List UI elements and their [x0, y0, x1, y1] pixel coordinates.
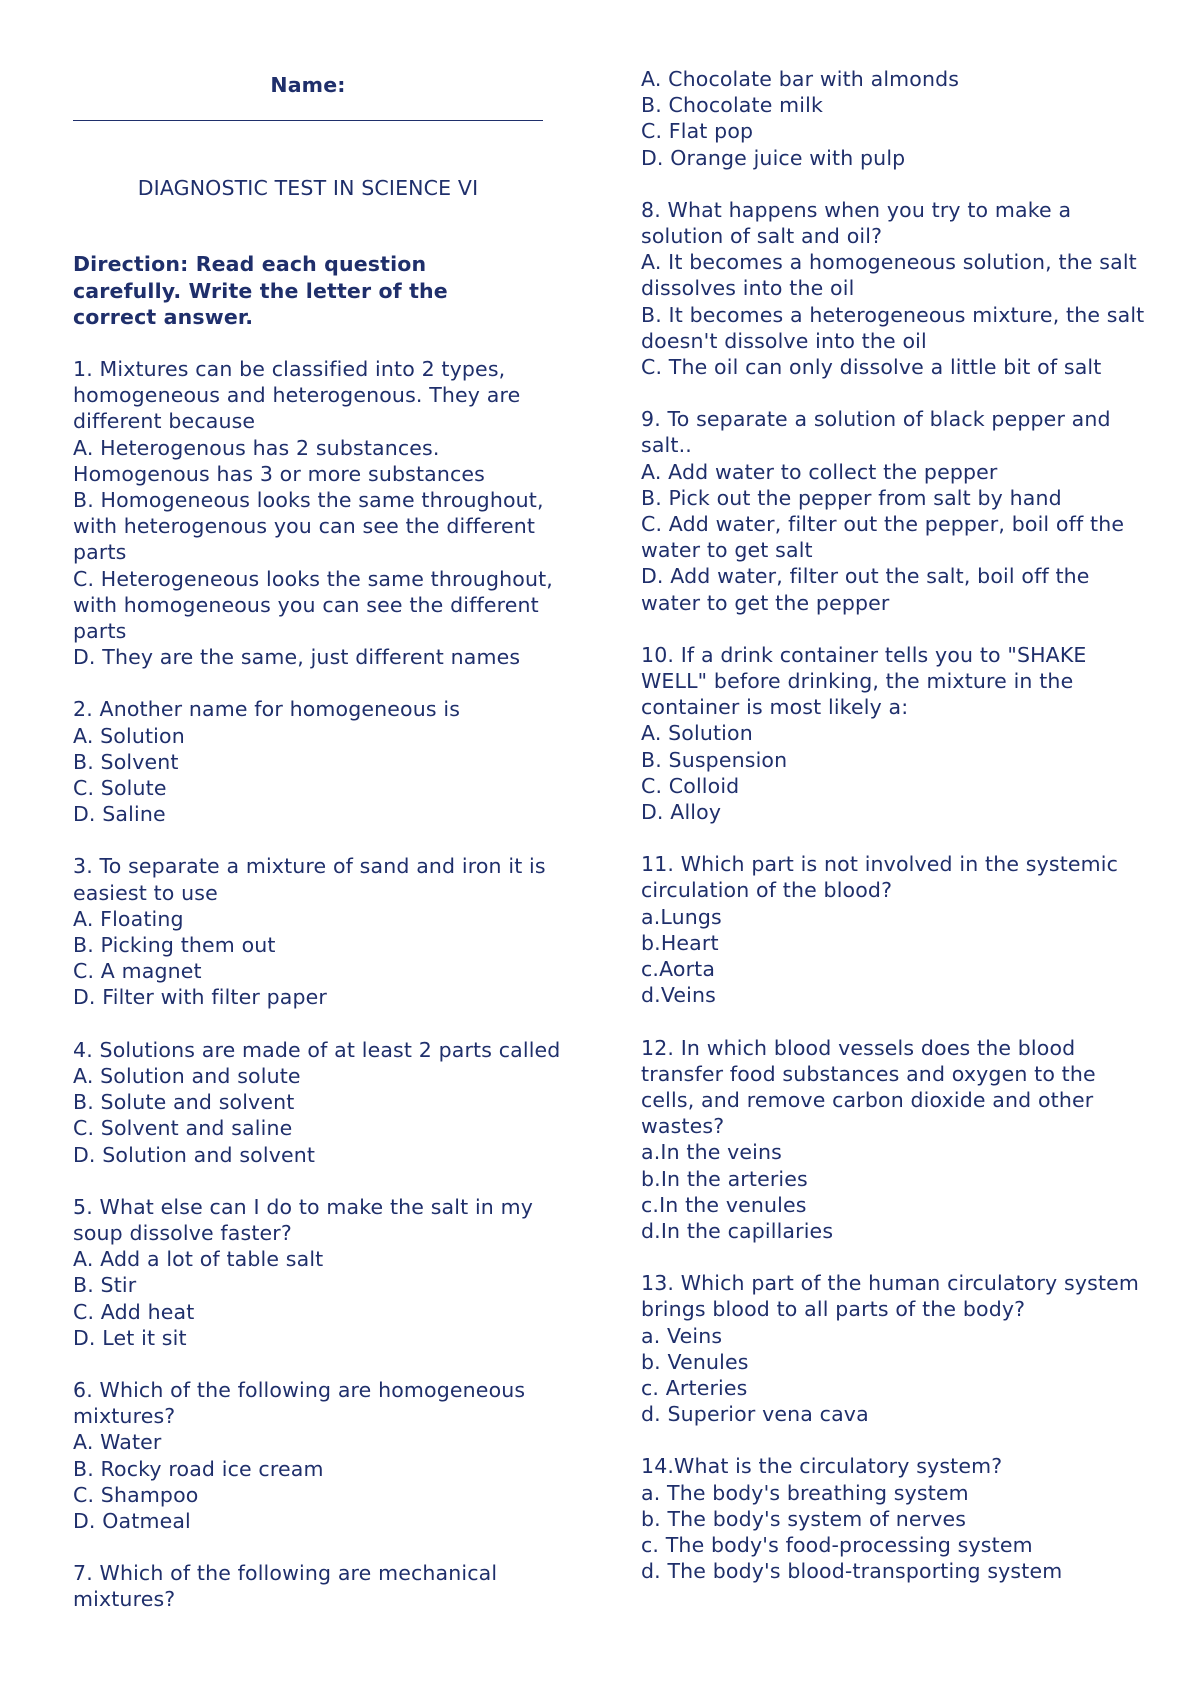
answer-option: C. Add heat	[73, 1299, 195, 1324]
answer-option: D. Solution and solvent	[73, 1142, 316, 1167]
answer-option: c. The body's food-processing system	[641, 1532, 1033, 1557]
answer-option: B. It becomes a heterogeneous mixture, the salt doesn't dissolve into the oil	[641, 302, 1145, 353]
answer-option: b. Venules	[641, 1349, 749, 1374]
answer-option: A. Add a lot of table salt	[73, 1247, 324, 1272]
answer-option: a. Veins	[641, 1323, 723, 1348]
question-stem: 11. Which part is not involved in the systemic circulation of the blood?	[641, 852, 1119, 903]
answer-option: D. Oatmeal	[73, 1508, 191, 1533]
right-question-list	[641, 197, 1146, 1585]
answer-option: A. Heterogenous has 2 substances. Homogenous has 3 or more substances	[73, 435, 486, 486]
answer-option: B. Homogeneous looks the same throughout, with heterogenous you can see the different parts	[73, 488, 544, 565]
answer-option: D. Saline	[73, 802, 166, 827]
question-stem: 6. Which of the following are homogeneous mixtures?	[73, 1377, 526, 1429]
question-block	[641, 1453, 1146, 1584]
answer-option: B. Solvent	[73, 749, 179, 774]
answer-option: C. The oil can only dissolve a little bit of salt	[641, 355, 1102, 380]
name-blank-line	[73, 120, 543, 121]
answer-option: B. Stir	[73, 1273, 137, 1298]
answer-option: B. Chocolate milk	[641, 93, 823, 118]
answer-option: c.In the venules	[641, 1192, 807, 1217]
question-block	[641, 851, 1146, 1008]
question-stem: 4. Solutions are made of at least 2 parts called	[73, 1037, 561, 1062]
question-block	[641, 197, 1146, 380]
question-stem: 14.What is the circulatory system?	[641, 1454, 1003, 1479]
left-column	[73, 66, 573, 1613]
answer-option: b.Heart	[641, 930, 719, 955]
answer-option: A. Add water to collect the pepper	[641, 459, 998, 484]
question-block	[641, 1270, 1146, 1427]
question-7-options	[641, 66, 1146, 171]
answer-option: d.In the capillaries	[641, 1218, 834, 1243]
test-title: DIAGNOSTIC TEST IN SCIENCE VI	[137, 176, 479, 201]
question-block	[641, 642, 1146, 825]
question-stem: 2. Another name for homogeneous is	[73, 697, 461, 722]
question-block	[73, 1377, 573, 1534]
left-question-list	[73, 356, 573, 1613]
answer-option: d. Superior vena cava	[641, 1402, 869, 1427]
answer-option: d.Veins	[641, 983, 716, 1008]
answer-option: a. The body's breathing system	[641, 1480, 969, 1505]
answer-option: A. Chocolate bar with almonds	[641, 67, 960, 91]
answer-option: A. Solution	[73, 723, 185, 748]
question-block	[73, 696, 573, 827]
answer-option: D. Orange juice with pulp	[641, 145, 906, 170]
answer-option: C. Heterogeneous looks the same throughout, with homogeneous you can see the different parts	[73, 566, 553, 644]
answer-option: C. Shampoo	[73, 1482, 199, 1507]
question-stem: 8. What happens when you try to make a solution of salt and oil?	[641, 197, 1072, 249]
answer-option: A. Floating	[73, 906, 184, 931]
answer-option: B. Pick out the pepper from salt by hand	[641, 485, 1062, 510]
question-stem: 5. What else can I do to make the salt in my soup dissolve faster?	[73, 1194, 534, 1245]
question-block	[73, 1560, 573, 1612]
answer-option: B. Suspension	[641, 747, 788, 772]
question-block	[641, 1035, 1146, 1245]
answer-option: C. Add water, filter out the pepper, boil off the water to get salt	[641, 512, 1125, 563]
answer-option: C. Solute	[73, 776, 167, 801]
answer-option: B. Picking them out	[73, 933, 276, 958]
answer-option: b. The body's system of nerves	[641, 1506, 967, 1531]
answer-option: a.In the veins	[641, 1140, 783, 1165]
question-block	[73, 1037, 573, 1168]
answer-option: A. Water	[73, 1430, 162, 1455]
question-block	[73, 853, 573, 1010]
question-stem: 13. Which part of the human circulatory system brings blood to all parts of the body?	[641, 1271, 1140, 1322]
question-block	[641, 406, 1146, 616]
answer-option: a.Lungs	[641, 904, 722, 929]
question-stem: 3. To separate a mixture of sand and iron it is easiest to use	[73, 854, 546, 905]
direction-text: Direction: Read each question carefully. Write the letter of the correct answer.	[73, 252, 448, 329]
answer-option: D. Add water, filter out the salt, boil off the water to get the pepper	[641, 564, 1090, 615]
answer-option: B. Solute and solvent	[73, 1090, 295, 1115]
answer-option: D. They are the same, just different names	[73, 645, 521, 670]
question-stem: 9. To separate a solution of black pepper and salt..	[641, 407, 1111, 458]
question-block	[73, 1194, 573, 1351]
answer-option: c. Arteries	[641, 1375, 748, 1400]
name-label: Name:	[270, 73, 346, 97]
right-column	[641, 66, 1146, 1584]
question-stem: 1. Mixtures can be classified into 2 types, homogeneous and heterogenous. They are different because	[73, 357, 521, 434]
answer-option: A. Solution	[641, 721, 753, 746]
answer-option: d. The body's blood-transporting system	[641, 1559, 1063, 1584]
answer-option: c.Aorta	[641, 957, 716, 982]
question-stem: 7. Which of the following are mechanical mixtures?	[73, 1561, 498, 1612]
answer-option: C. Colloid	[641, 773, 740, 798]
question-stem: 10. If a drink container tells you to "SHAKE WELL" before drinking, the mixture in the container is most likely a:	[641, 642, 1087, 720]
answer-option: C. Solvent and saline	[73, 1116, 293, 1141]
answer-option: b.In the arteries	[641, 1166, 808, 1191]
answer-option: A. It becomes a homogeneous solution, the salt dissolves into the oil	[641, 250, 1137, 301]
question-stem: 12. In which blood vessels does the blood transfer food substances and oxygen to the cells, and remove carbon dioxide and other wastes?	[641, 1035, 1096, 1139]
answer-option: D. Let it sit	[73, 1325, 187, 1350]
answer-option: B. Rocky road ice cream	[73, 1456, 324, 1481]
answer-option: D. Alloy	[641, 800, 722, 825]
question-block	[73, 356, 573, 670]
answer-option: C. Flat pop	[641, 119, 754, 144]
answer-option: D. Filter with filter paper	[73, 985, 327, 1010]
answer-option: C. A magnet	[73, 959, 202, 984]
answer-option: A. Solution and solute	[73, 1063, 301, 1088]
